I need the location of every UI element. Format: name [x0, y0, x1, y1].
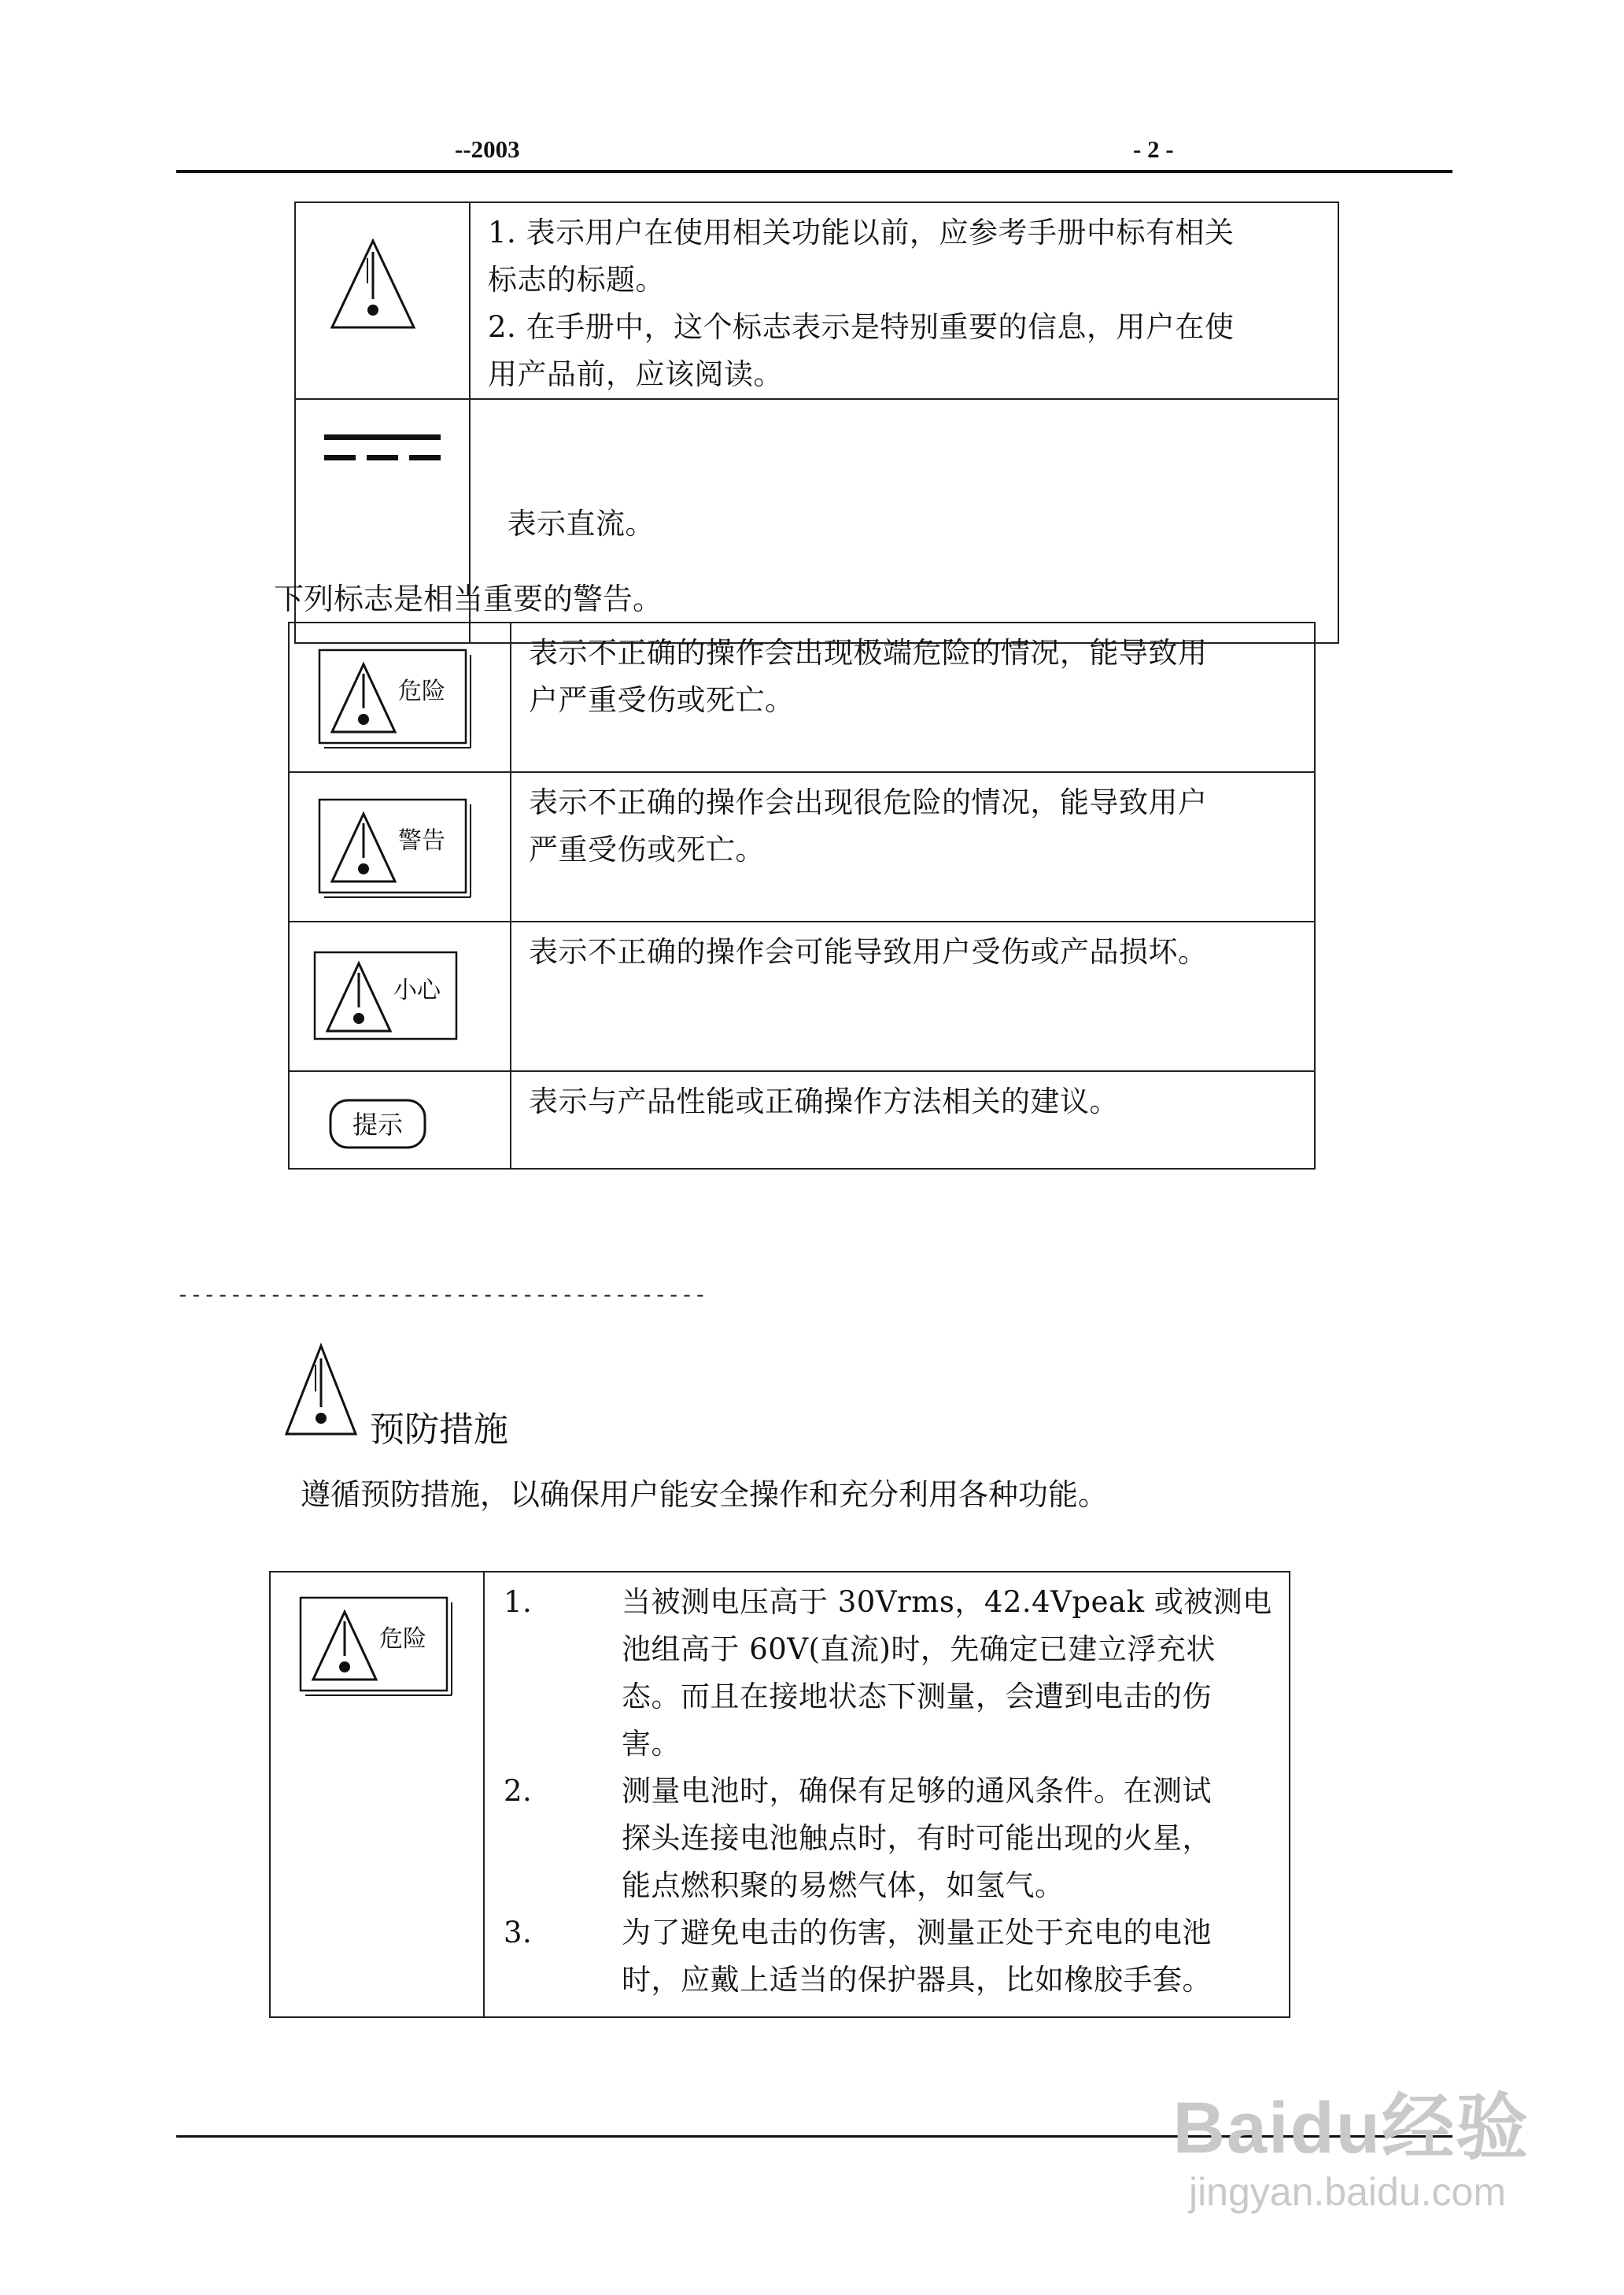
- item-number: 1.: [504, 1585, 533, 1619]
- warning-intro: 下列标志是相当重要的警告。: [274, 582, 663, 616]
- desc-line: 表示与产品性能或正确操作方法相关的建议。: [529, 1085, 1119, 1118]
- item-number: 2.: [504, 1774, 533, 1808]
- warning-symbol-cell: [289, 922, 511, 1071]
- item-line: 当被测电压高于 30Vrms，42.4Vpeak 或被测电: [622, 1585, 1272, 1619]
- section-separator: ----------------------------------------: [176, 1281, 707, 1307]
- item-line: 能点燃积聚的易燃气体，如氢气。: [622, 1868, 1065, 1902]
- warning-table: [288, 622, 1316, 1170]
- warning-symbol-cell: [289, 623, 511, 772]
- desc-line: 用产品前，应该阅读。: [488, 357, 783, 391]
- desc-line: 2. 在手册中，这个标志表示是特别重要的信息，用户在使: [488, 310, 1235, 344]
- badge-label: 危险: [379, 1625, 426, 1653]
- warning-symbol-cell: [289, 1071, 511, 1169]
- item-line: 时，应戴上适当的保护器具，比如橡胶手套。: [622, 1963, 1212, 1997]
- danger-badge-icon: [297, 1595, 455, 1698]
- section-description: 遵循预防措施，以确保用户能安全操作和充分利用各种功能。: [301, 1477, 1109, 1512]
- desc-line: 户严重受伤或死亡。: [529, 683, 795, 717]
- header-left: --2003: [455, 135, 520, 163]
- desc-line: 严重受伤或死亡。: [529, 833, 765, 867]
- badge-label: 提示: [352, 1110, 404, 1140]
- item-number: 3.: [504, 1916, 533, 1949]
- item-line: 测量电池时，确保有足够的通风条件。在测试: [622, 1774, 1212, 1808]
- warning-description: [511, 772, 1315, 922]
- precaution-symbol-cell: [270, 1572, 484, 2017]
- item-line: 为了避免电击的伤害，测量正处于充电的电池: [622, 1916, 1212, 1949]
- desc-line: 表示不正确的操作会可能导致用户受伤或产品损坏。: [529, 935, 1208, 969]
- badge-label: 危险: [398, 678, 445, 705]
- item-line: 池组高于 60V(直流)时，先确定已建立浮充状: [622, 1632, 1216, 1666]
- desc-line: 表示不正确的操作会出现很危险的情况，能导致用户: [529, 785, 1208, 819]
- desc-line: 表示直流。: [488, 507, 655, 541]
- warning-symbol-cell: [289, 772, 511, 922]
- desc-line: 表示不正确的操作会出现极端危险的情况，能导致用: [529, 636, 1208, 670]
- warning-badge-icon: [316, 796, 474, 900]
- list-item: [504, 1768, 1275, 1909]
- warning-description: [511, 623, 1315, 772]
- symbol-cell: [295, 202, 470, 399]
- caution-triangle-icon: [283, 1340, 362, 1442]
- badge-label: 小心: [393, 977, 441, 1004]
- precaution-list: [484, 1572, 1290, 2017]
- symbol-description: [470, 202, 1338, 399]
- caution-badge-icon: [312, 949, 461, 1044]
- desc-line: 1. 表示用户在使用相关功能以前，应参考手册中标有相关: [488, 216, 1235, 249]
- desc-line: 标志的标题。: [488, 263, 665, 297]
- section-title: 预防措施: [370, 1410, 508, 1450]
- warning-description: [511, 922, 1315, 1071]
- tip-badge-icon: [327, 1097, 430, 1152]
- item-line: 探头连接电池触点时，有时可能出现的火星，: [622, 1821, 1212, 1855]
- watermark-url: jingyan.baidu.com: [1188, 2170, 1506, 2214]
- warning-description: [511, 1071, 1315, 1169]
- page-number: - 2 -: [1133, 135, 1174, 163]
- danger-badge-icon: [316, 647, 474, 751]
- precautions-table: [269, 1571, 1290, 2018]
- item-line: 态。而且在接地状态下测量，会遭到电击的伤: [622, 1680, 1212, 1713]
- caution-triangle-icon: [326, 235, 428, 333]
- list-item: [504, 1579, 1275, 1768]
- list-item: [504, 1909, 1275, 2004]
- header-rule: [176, 170, 1452, 173]
- watermark-brand: Baidu经验: [1172, 2088, 1530, 2168]
- badge-label: 警告: [398, 827, 445, 855]
- item-line: 害。: [622, 1727, 681, 1761]
- direct-current-icon: [324, 430, 442, 469]
